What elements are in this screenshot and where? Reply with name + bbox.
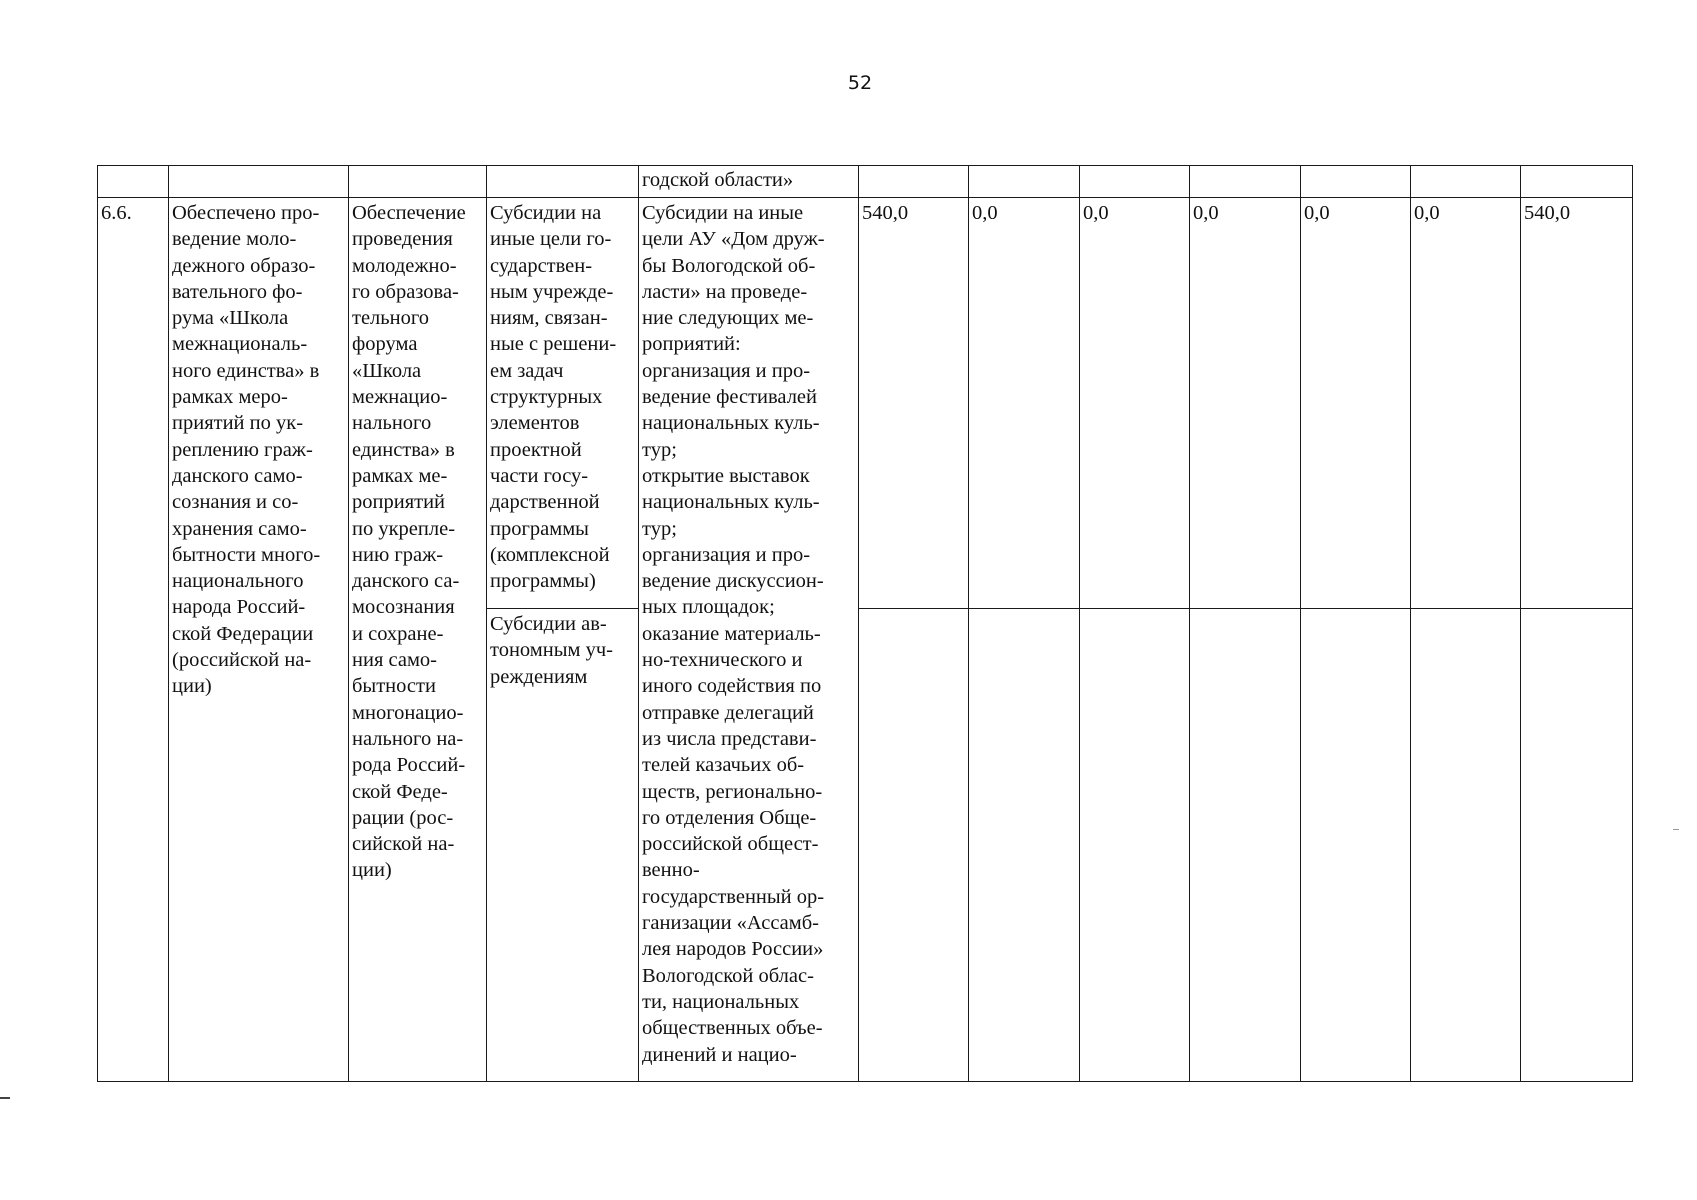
total-cell: 540,0 [1521,198,1633,609]
value-cell [1080,609,1190,1082]
event-cell: Обеспечение проведения молодежно- го образова- тельного форума «Школа межнацио- нального единства» в рамках ме- роприятий по укрепле- нию граж- данского са- мосознания и сохране- ния само- бытности многонацио- нального на- рода Россий- ской Феде- рации (рос- сийской на- ции) [349,198,487,1082]
value-cell: 0,0 [1411,198,1521,609]
table-row [98,198,1633,609]
cell-description: годской области» [639,166,859,198]
cell-value [1411,166,1521,198]
continuation-row [98,166,1633,198]
total-cell [1521,609,1633,1082]
value-cell [969,609,1080,1082]
page-number: 52 [847,72,873,94]
row-number: 6.6. [98,198,169,1082]
value-cell: 0,0 [1080,198,1190,609]
cell-value [969,166,1080,198]
value-cell [1190,609,1301,1082]
cell-value [859,166,969,198]
scan-edge-mark [0,1097,10,1099]
value-cell [1301,609,1411,1082]
cell-result [169,166,349,198]
cell-number [98,166,169,198]
description-cell: Субсидии на иные цели АУ «Дом друж- бы Вологодской об- ласти» на проведе- ние следующих ме- роприятий: организация и про- ведение фестивалей национальных куль- тур; открытие выставок национальных куль- тур; организация и про- ведение дискуссион- ных площадок; оказание материаль- но-технического и иного содействия по отправке делегаций из числа представи- телей казачьих об- ществ, регионально- го отделения Обще- российской общест- венно- государственный ор- ганизации «Ассамб- лея народов России» Вологодской облас- ти, национальных общественных объе- динений и нацио- [639,198,859,1082]
cell-event [349,166,487,198]
cell-value [1190,166,1301,198]
value-cell: 0,0 [1301,198,1411,609]
expense-type-cell: Субсидии ав- тономным уч- реждениям [487,609,639,1082]
value-cell: 0,0 [969,198,1080,609]
value-cell [1411,609,1521,1082]
cell-value [1080,166,1190,198]
cell-value [1301,166,1411,198]
value-cell: 540,0 [859,198,969,609]
cell-value [1521,166,1633,198]
result-cell: Обеспечено про- ведение моло- дежного образо- вательного фо- рума «Школа межнациональ- ного единства» в рамках меро- приятий по ук- реплению граж- данского само- сознания и со- хранения само- бытности много- национального народа Россий- ской Федерации (российской на- ции) [169,198,349,1082]
value-cell: 0,0 [1190,198,1301,609]
scan-edge-mark [1673,829,1679,830]
budget-table [97,165,1633,1082]
expense-type-cell: Субсидии на иные цели го- сударствен- ным учрежде- ниям, связан- ные с решени- ем задач структурных элементов проектной части госу- дарственной программы (комплексной программы) [487,198,639,609]
cell-expense-type [487,166,639,198]
value-cell [859,609,969,1082]
